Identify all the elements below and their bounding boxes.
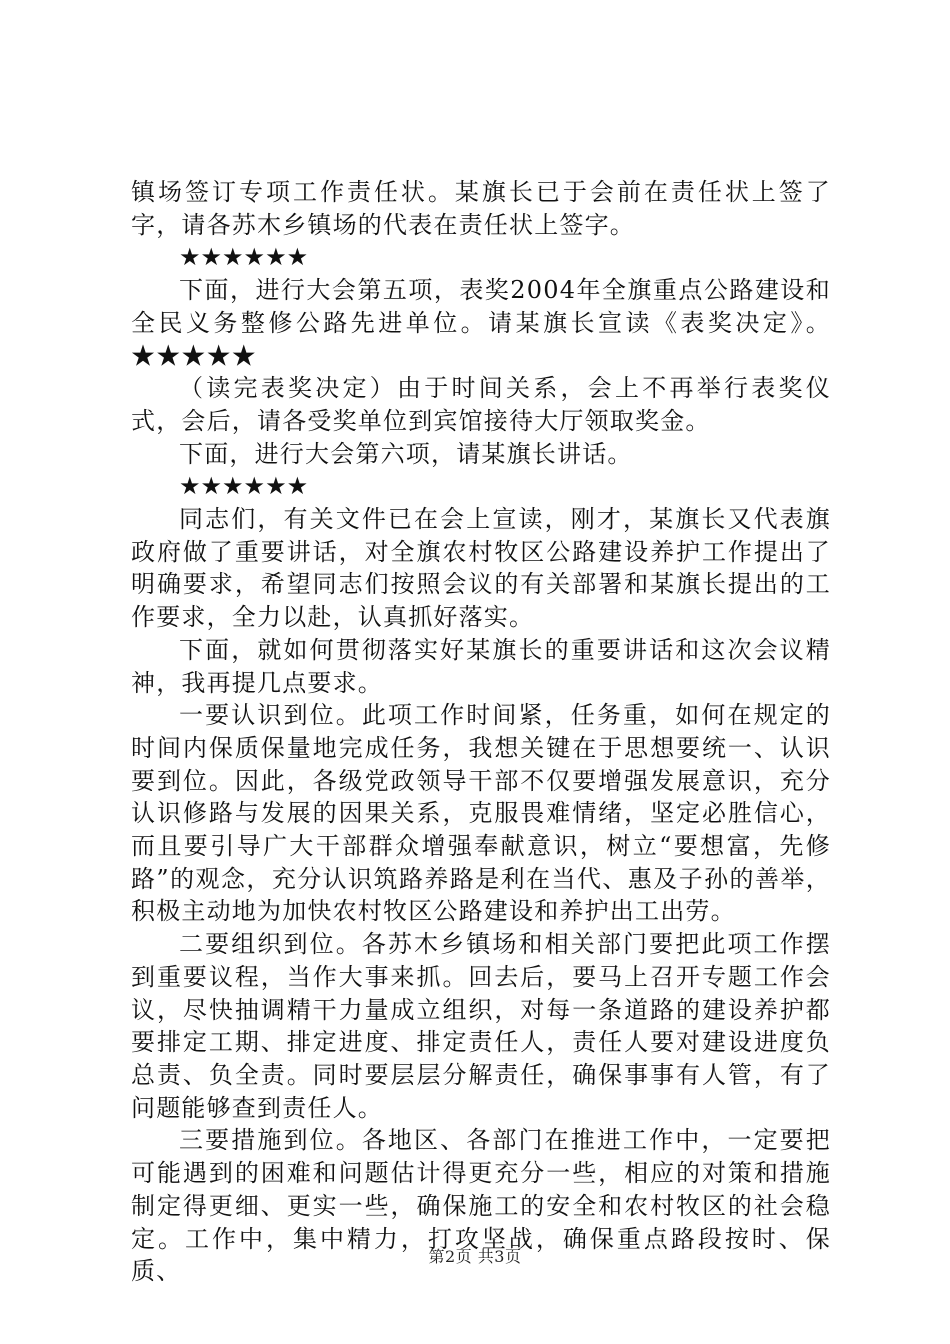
paragraph-requirement-two: 二要组织到位。各苏木乡镇场和相关部门要把此项工作摆到重要议程，当作大事来抓。回去后，要马上召开专题工作会议，尽快抽调精干力量成立组织，对每一条道路的建设养护都要排定工期、排定进度、排定责任人，责任人要对建设进度负总责、负全责。同时要层层分解责任，确保事事有人管，有了问题能够查到责任人。 (131, 930, 831, 1122)
paragraph-award-item: 下面，进行大会第五项，表奖2004年全旗重点公路建设和全民义务整修公路先进单位。请某旗长宣读《表奖决定》。★★★★★ (131, 276, 831, 370)
paragraph-comrades: 同志们，有关文件已在会上宣读，刚才，某旗长又代表旗政府做了重要讲话，对全旗农村牧区公路建设养护工作提出了明确要求，希望同志们按照会议的有关部署和某旗长提出的工作要求，全力以赴，认真抓好落实。 (131, 505, 831, 632)
paragraph-requirements-intro: 下面，就如何贯彻落实好某旗长的重要讲话和这次会议精神，我再提几点要求。 (131, 635, 831, 697)
paragraph-requirement-three: 三要措施到位。各地区、各部门在推进工作中，一定要把可能遇到的困难和问题估计得更充分一些，相应的对策和措施制定得更细、更实一些，确保施工的安全和农村牧区的社会稳定。工作中，集中精力，打攻坚战，确保重点路段按时、保质、 (131, 1126, 831, 1286)
paragraph-continued: 镇场签订专项工作责任状。某旗长已于会前在责任状上签了字，请各苏木乡镇场的代表在责任状上签字。 (131, 178, 831, 239)
page-footer: 第2页 共3页 (428, 1247, 522, 1266)
star-separator: ★★★★★★ (179, 472, 309, 501)
document-body (131, 176, 831, 1288)
paragraph-item-six: 下面，进行大会第六项，请某旗长讲话。 (179, 439, 633, 468)
star-separator: ★★★★★★ (179, 243, 309, 272)
paragraph-award-note: （读完表奖决定）由于时间关系，会上不再举行表奖仪式，会后，请各受奖单位到宾馆接待大厅领取奖金。 (131, 374, 831, 435)
paragraph-requirement-one: 一要认识到位。此项工作时间紧，任务重，如何在规定的时间内保质保量地完成任务，我想关键在于思想要统一、认识要到位。因此，各级党政领导干部不仅要增强发展意识，充分认识修路与发展的因果关系，克服畏难情绪，坚定必胜信心，而且要引导广大干部群众增强奉献意识，树立“要想富，先修路”的观念，充分认识筑路养路是利在当代、惠及子孙的善举，积极主动地为加快农村牧区公路建设和养护出工出劳。 (131, 701, 831, 926)
